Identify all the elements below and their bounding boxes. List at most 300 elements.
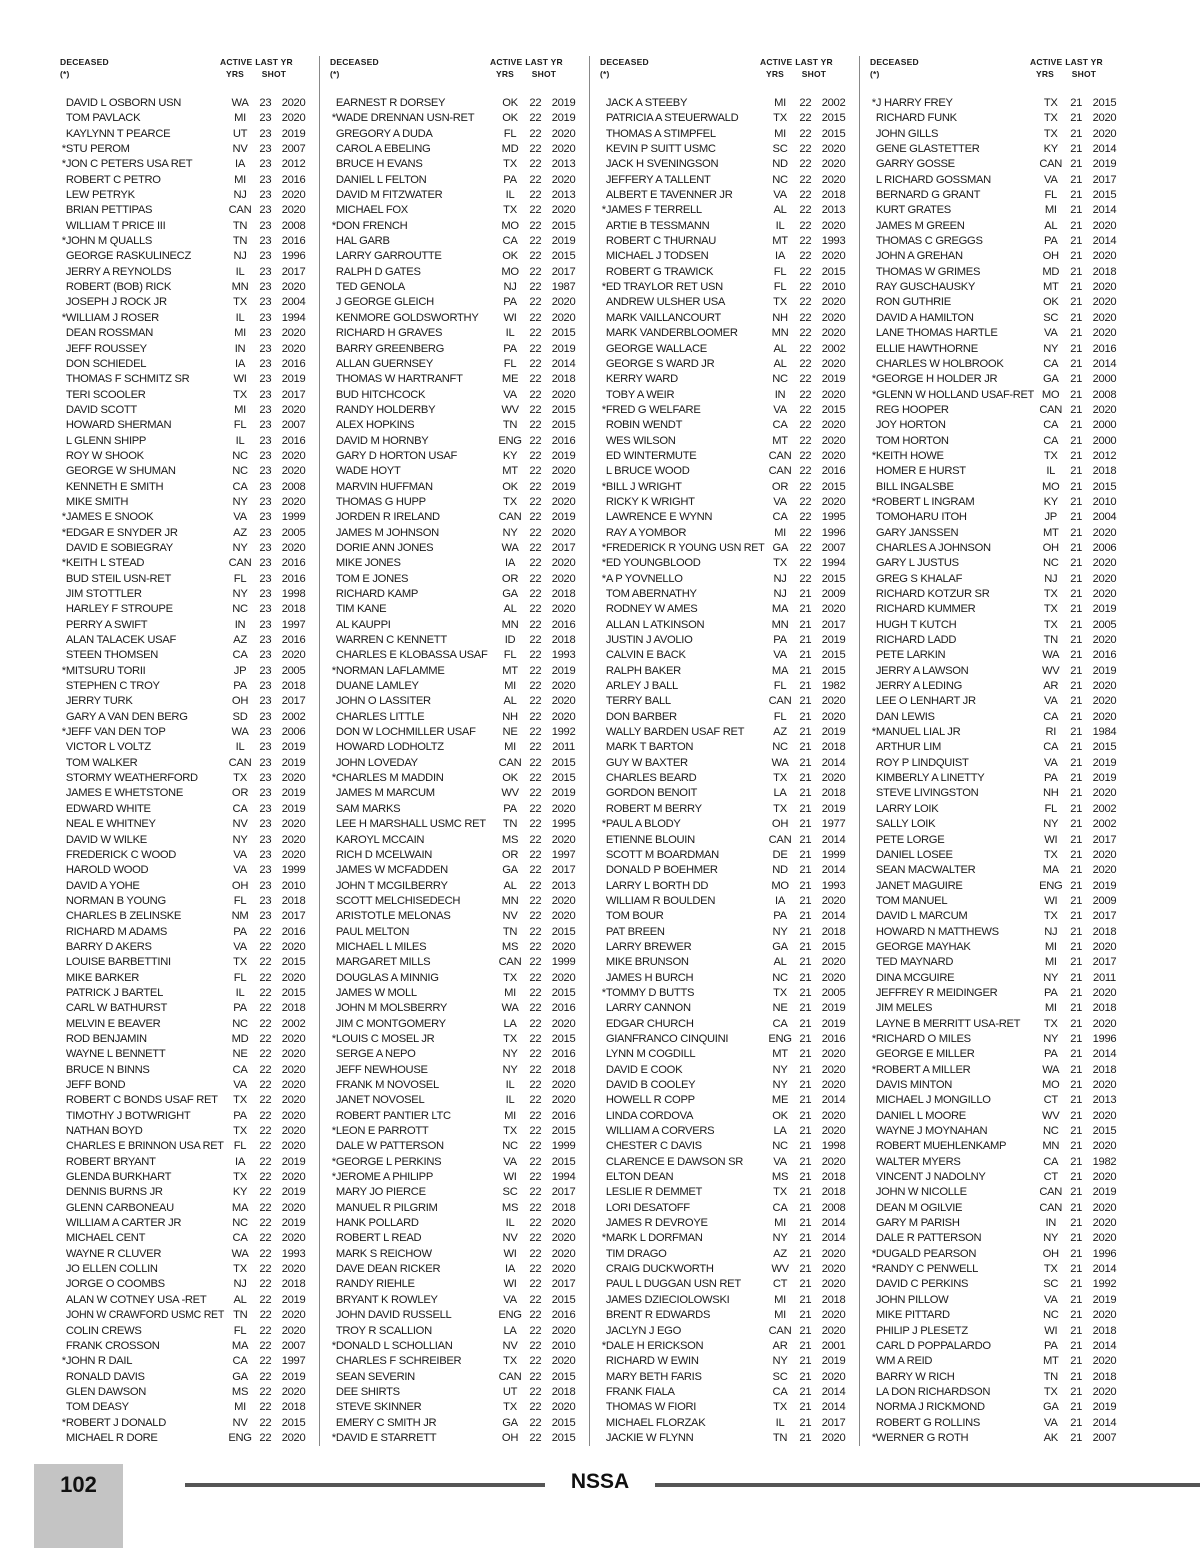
roster-row (60, 342, 313, 357)
member-name: KENMORE GOLDSWORTHY (335, 311, 479, 324)
roster-row (600, 1231, 853, 1246)
member-name: LARRY BREWER (605, 940, 692, 953)
roster-row (60, 480, 313, 495)
member-state: CA (1043, 434, 1059, 447)
last-year-shot: 2015 (821, 480, 846, 493)
roster-row (330, 1063, 583, 1078)
last-year-shot: 2016 (551, 1309, 576, 1322)
last-year-shot: 2020 (281, 1048, 306, 1061)
member-name: JAMES W MCFADDEN (335, 864, 448, 877)
member-name: BUD STEIL USN-RET (65, 572, 171, 585)
active-years: 22 (529, 741, 542, 754)
active-years: 22 (529, 940, 542, 953)
roster-row (870, 234, 1124, 249)
roster-row (600, 786, 853, 801)
last-year-shot: 2020 (281, 449, 306, 462)
active-years: 23 (259, 127, 272, 140)
active-years: 22 (799, 281, 812, 294)
roster-row (330, 96, 583, 111)
member-state: NY (772, 1063, 788, 1076)
member-name: DOUGLAS A MINNIG (335, 971, 439, 984)
member-state: WV (771, 1263, 789, 1276)
active-years: 21 (1070, 956, 1083, 969)
roster-row (330, 1308, 583, 1323)
roster-row (330, 633, 583, 648)
member-name: TOMMY D BUTTS (605, 986, 695, 999)
last-year-shot: 1992 (1092, 1278, 1117, 1291)
member-state: WI (1044, 833, 1058, 846)
active-years: 22 (259, 1155, 272, 1168)
member-state: MI (234, 1401, 246, 1414)
roster-row (330, 249, 583, 264)
roster-row (330, 986, 583, 1001)
active-years: 22 (529, 1186, 542, 1199)
member-name: DANIEL L FELTON (335, 173, 427, 186)
last-year-shot: 2017 (551, 541, 576, 554)
active-years: 22 (799, 265, 812, 278)
member-name: RODNEY W AMES (605, 603, 698, 616)
roster-row (600, 1170, 853, 1185)
active-years: 21 (1070, 1002, 1083, 1015)
member-state: IL (505, 327, 515, 340)
member-name: ROBERT L READ (335, 1232, 422, 1245)
roster-row (60, 372, 313, 387)
roster-row (870, 111, 1124, 126)
last-year-shot: 2006 (1092, 541, 1117, 554)
member-state: MT (772, 434, 788, 447)
member-state: NJ (233, 189, 247, 202)
last-year-shot: 2019 (551, 787, 576, 800)
last-year-shot: 2019 (1092, 1401, 1117, 1414)
deceased-marker: * (61, 526, 66, 539)
last-year-shot: 2014 (821, 756, 846, 769)
member-state: MN (771, 618, 789, 631)
roster-row (330, 817, 583, 832)
member-state: IA (775, 250, 786, 263)
last-year-shot: 2020 (821, 1125, 846, 1138)
member-name: LARRY GARROUTTE (335, 250, 442, 263)
member-name: TOM PAVLACK (65, 112, 141, 125)
member-name: JIM C MONTGOMERY (335, 1017, 446, 1030)
active-years: 21 (1070, 357, 1083, 370)
member-state: IA (505, 557, 516, 570)
last-year-shot: 2015 (551, 1431, 576, 1444)
active-years: 23 (259, 879, 272, 892)
member-name: RICHARD O MILES (875, 1032, 971, 1045)
active-years: 23 (259, 419, 272, 432)
active-years: 21 (799, 1063, 812, 1076)
member-name: RICHARD W EWIN (605, 1355, 699, 1368)
last-year-shot: 2018 (551, 634, 576, 647)
active-years: 21 (1070, 1155, 1083, 1168)
active-years: 21 (799, 664, 812, 677)
roster-row (60, 679, 313, 694)
roster-row (870, 1354, 1124, 1369)
active-years: 21 (1070, 634, 1083, 647)
member-name: CAROL A EBELING (335, 143, 431, 156)
active-years: 21 (799, 1263, 812, 1276)
roster-row (330, 495, 583, 510)
last-year-shot: 2019 (1092, 879, 1117, 892)
last-year-shot: 2018 (821, 1171, 846, 1184)
last-year-shot: 2015 (821, 403, 846, 416)
member-name: THOMAS F SCHMITZ SR (65, 373, 190, 386)
member-state: TN (1043, 634, 1058, 647)
member-name: CHARLES LITTLE (335, 710, 425, 723)
active-years: 22 (799, 357, 812, 370)
member-name: JEFFREY R MEIDINGER (875, 986, 998, 999)
active-years: 22 (259, 1385, 272, 1398)
active-years: 23 (259, 403, 272, 416)
roster-row (870, 1032, 1124, 1047)
header-star: (*) (600, 69, 610, 79)
last-year-shot: 2020 (551, 296, 576, 309)
member-state: MI (774, 127, 786, 140)
member-name: EMERY C SMITH JR (335, 1416, 437, 1429)
member-name: AL KAUPPI (335, 618, 391, 631)
active-years: 21 (799, 864, 812, 877)
member-name: DEAN M OGILVIE (875, 1201, 963, 1214)
last-year-shot: 2005 (281, 664, 306, 677)
active-years: 21 (1070, 1385, 1083, 1398)
member-name: REG HOOPER (875, 403, 949, 416)
member-name: KEVIN P SUITT USMC (605, 143, 716, 156)
active-years: 21 (1070, 664, 1083, 677)
active-years: 21 (1070, 741, 1083, 754)
member-state: WA (231, 726, 249, 739)
member-state: NC (1042, 1125, 1059, 1138)
member-name: COLIN CREWS (65, 1324, 142, 1337)
last-year-shot: 2020 (1092, 588, 1117, 600)
active-years: 21 (1070, 971, 1083, 984)
active-years: 22 (799, 158, 812, 171)
roster-row (870, 925, 1124, 940)
last-year-shot: 1993 (821, 235, 846, 248)
last-year-shot: 2016 (281, 925, 306, 938)
last-year-shot: 1996 (1092, 1032, 1117, 1045)
active-years: 23 (259, 603, 272, 616)
header-deceased: DECEASED (60, 57, 109, 67)
roster-row (60, 1216, 313, 1231)
roster-row (870, 1063, 1124, 1078)
roster-row (600, 372, 853, 387)
last-year-shot: 2019 (281, 1370, 306, 1383)
member-name: LARRY L BORTH DD (605, 879, 709, 892)
active-years: 22 (529, 1370, 542, 1383)
roster-row (870, 1262, 1124, 1277)
last-year-shot: 2018 (281, 680, 306, 693)
active-years: 21 (799, 726, 812, 739)
last-year-shot: 2002 (821, 97, 846, 109)
roster-row (870, 142, 1124, 157)
member-name: JOHN GILLS (875, 127, 939, 140)
roster-row (870, 694, 1124, 709)
header-yrs: YRS (225, 69, 245, 79)
active-years: 21 (1070, 864, 1083, 877)
last-year-shot: 2020 (551, 680, 576, 693)
member-name: DUANE LAMLEY (335, 680, 419, 693)
deceased-marker: * (331, 1125, 336, 1138)
last-year-shot: 1993 (551, 649, 576, 662)
active-years: 21 (1070, 465, 1083, 478)
member-name: FREDERICK R YOUNG USN RET (605, 541, 765, 554)
member-state: CAN (498, 1370, 522, 1383)
last-year-shot: 2020 (281, 1431, 306, 1444)
last-year-shot: 2019 (281, 787, 306, 800)
active-years: 22 (529, 557, 542, 570)
member-name: MIKE PITTARD (875, 1309, 950, 1322)
member-name: CHESTER C DAVIS (605, 1140, 702, 1153)
active-years: 23 (259, 265, 272, 278)
roster-row (330, 1017, 583, 1032)
roster-row (870, 357, 1124, 372)
last-year-shot: 2015 (551, 925, 576, 938)
member-name: ALBERT E TAVENNER JR (605, 189, 733, 202)
last-year-shot: 2008 (281, 219, 306, 232)
member-name: GARY L JUSTUS (875, 557, 959, 570)
last-year-shot: 2019 (551, 511, 576, 524)
active-years: 22 (529, 219, 542, 232)
roster-row (870, 1370, 1124, 1385)
member-state: CAN (768, 695, 792, 708)
roster-row (60, 173, 313, 188)
member-state: NY (772, 1232, 788, 1245)
member-name: NEAL E WHITNEY (65, 818, 156, 831)
deceased-marker: * (331, 772, 336, 785)
active-years: 21 (799, 695, 812, 708)
roster-rows (870, 96, 1124, 1446)
roster-row (600, 940, 853, 955)
roster-row (60, 1201, 313, 1216)
member-name: WES WILSON (605, 434, 676, 447)
member-state: CAN (1039, 403, 1063, 416)
member-state: IA (775, 894, 786, 907)
roster-row (870, 1124, 1124, 1139)
member-name: J HARRY FREY (875, 97, 953, 109)
active-years: 21 (1070, 1094, 1083, 1107)
roster-row (330, 265, 583, 280)
active-years: 22 (529, 848, 542, 861)
last-year-shot: 2018 (821, 1186, 846, 1199)
member-name: FRANK CROSSON (65, 1339, 160, 1352)
roster-row (600, 157, 853, 172)
member-state: OR (771, 480, 789, 493)
deceased-marker: * (601, 480, 606, 493)
last-year-shot: 2020 (281, 940, 306, 953)
member-name: JON C PETERS USA RET (65, 158, 193, 171)
roster-row (60, 1170, 313, 1185)
last-year-shot: 2016 (281, 357, 306, 370)
member-name: GUY W BAXTER (605, 756, 688, 769)
active-years: 23 (259, 741, 272, 754)
last-year-shot: 2020 (281, 327, 306, 340)
member-state: TX (233, 296, 247, 309)
member-state: NY (1043, 1232, 1059, 1245)
member-state: CAN (768, 449, 792, 462)
member-state: NY (772, 1355, 788, 1368)
member-name: SCOTT M BOARDMAN (605, 848, 719, 861)
active-years: 22 (529, 680, 542, 693)
member-state: NC (772, 373, 788, 386)
member-name: PERRY A SWIFT (65, 618, 148, 631)
member-name: JOHN M MOLSBERRY (335, 1002, 448, 1015)
last-year-shot: 2020 (281, 281, 306, 294)
member-name: WM A REID (875, 1355, 933, 1368)
member-name: LEE H MARSHALL USMC RET (335, 818, 486, 831)
last-year-shot: 2020 (1092, 1201, 1117, 1214)
member-name: LESLIE R DEMMET (605, 1186, 703, 1199)
roster-row (870, 1109, 1124, 1124)
member-name: DAN LEWIS (875, 710, 935, 723)
member-state: ENG (498, 1309, 522, 1322)
member-name: JEFF VAN DEN TOP (65, 726, 166, 739)
roster-row (60, 249, 313, 264)
active-years: 23 (259, 818, 272, 831)
member-name: HOWARD SHERMAN (65, 419, 172, 432)
member-state: GA (502, 864, 518, 877)
active-years: 23 (259, 910, 272, 923)
roster-row (870, 219, 1124, 234)
last-year-shot: 2018 (821, 1293, 846, 1306)
active-years: 23 (259, 511, 272, 524)
roster-row (330, 587, 583, 602)
active-years: 21 (1070, 112, 1083, 125)
roster-row (600, 925, 853, 940)
roster-row (870, 188, 1124, 203)
last-year-shot: 2020 (281, 772, 306, 785)
last-year-shot: 1995 (821, 511, 846, 524)
member-state: MI (774, 526, 786, 539)
roster-row (600, 510, 853, 525)
last-year-shot: 2020 (821, 143, 846, 156)
roster-row (330, 203, 583, 218)
roster-row (330, 541, 583, 556)
active-years: 23 (259, 634, 272, 647)
last-year-shot: 2002 (281, 710, 306, 723)
roster-row (600, 986, 853, 1001)
last-year-shot: 2015 (821, 664, 846, 677)
roster-row (330, 510, 583, 525)
member-state: CAN (768, 465, 792, 478)
member-state: TX (503, 158, 517, 171)
member-name: CHARLES B ZELINSKE (65, 910, 182, 923)
member-state: PA (1043, 235, 1058, 248)
roster-row (60, 1017, 313, 1032)
last-year-shot: 2015 (1092, 1125, 1117, 1138)
member-name: RICHARD KOTZUR SR (875, 588, 990, 600)
member-name: KERRY WARD (605, 373, 678, 386)
roster-row (600, 219, 853, 234)
active-years: 22 (529, 158, 542, 171)
roster-row (60, 587, 313, 602)
active-years: 22 (259, 1355, 272, 1368)
last-year-shot: 2020 (281, 1324, 306, 1337)
active-years: 21 (1070, 910, 1083, 923)
active-years: 22 (799, 342, 812, 355)
roster-row (330, 694, 583, 709)
member-name: GREGORY A DUDA (335, 127, 433, 140)
last-year-shot: 1998 (281, 588, 306, 600)
last-year-shot: 2010 (551, 1339, 576, 1352)
footer-brand: NSSA (570, 1470, 630, 1493)
roster-row (330, 388, 583, 403)
member-state: NE (772, 1002, 788, 1015)
roster-row (60, 740, 313, 755)
roster-row (600, 1155, 853, 1170)
active-years: 23 (259, 772, 272, 785)
member-state: TX (773, 296, 787, 309)
member-state: PA (503, 342, 517, 355)
active-years: 23 (259, 680, 272, 693)
active-years: 21 (1070, 940, 1083, 953)
member-state: IL (505, 1094, 515, 1107)
last-year-shot: 2015 (551, 772, 576, 785)
active-years: 21 (1070, 787, 1083, 800)
member-name: TOM E JONES (335, 572, 409, 585)
member-state: GA (232, 1370, 248, 1383)
last-year-shot: 1993 (821, 879, 846, 892)
member-state: TX (1043, 588, 1058, 600)
member-state: ENG (498, 434, 522, 447)
last-year-shot: 2020 (1092, 311, 1117, 324)
member-state: WA (231, 97, 249, 109)
member-name: JAMES H BURCH (605, 971, 694, 984)
member-state: IL (235, 265, 245, 278)
roster-column (860, 56, 1130, 1446)
active-years: 21 (1070, 511, 1083, 524)
roster-row (60, 1385, 313, 1400)
member-name: ALLAN GUERNSEY (335, 357, 433, 370)
member-name: JAMES DZIECIOLOWSKI (605, 1293, 730, 1306)
roster-row (600, 142, 853, 157)
last-year-shot: 2020 (821, 1278, 846, 1291)
member-state: TN (772, 1431, 788, 1444)
member-name: JUSTIN J AVOLIO (605, 634, 693, 647)
active-years: 23 (259, 342, 272, 355)
member-name: ROBERT C BONDS USAF RET (65, 1094, 218, 1107)
member-name: DAVID M FITZWATER (335, 189, 443, 202)
active-years: 23 (259, 357, 272, 370)
active-years: 22 (799, 388, 812, 401)
member-name: LEW PETRYK (65, 189, 135, 202)
roster-rows (330, 96, 583, 1446)
active-years: 22 (259, 1401, 272, 1414)
active-years: 21 (1070, 986, 1083, 999)
member-name: DANIEL LOSEE (875, 848, 953, 861)
member-state: PA (233, 1109, 247, 1122)
member-name: TOM DEASY (65, 1401, 129, 1414)
member-state: LA (503, 1324, 517, 1337)
member-name: GLEN DAWSON (65, 1385, 147, 1398)
active-years: 21 (1070, 1431, 1083, 1444)
member-state: NC (232, 603, 248, 616)
member-name: RICHARD KAMP (335, 588, 419, 600)
active-years: 22 (799, 403, 812, 416)
member-state: PA (503, 802, 517, 815)
active-years: 22 (529, 1401, 542, 1414)
roster-row (330, 418, 583, 433)
roster-row (60, 357, 313, 372)
roster-row (60, 127, 313, 142)
last-year-shot: 2009 (1092, 894, 1117, 907)
active-years: 23 (259, 281, 272, 294)
member-state: CAN (768, 833, 792, 846)
active-years: 21 (1070, 541, 1083, 554)
active-years: 22 (529, 1032, 542, 1045)
member-state: MT (1042, 281, 1059, 294)
member-name: LOUIS C MOSEL JR (335, 1032, 435, 1045)
active-years: 21 (799, 1048, 812, 1061)
